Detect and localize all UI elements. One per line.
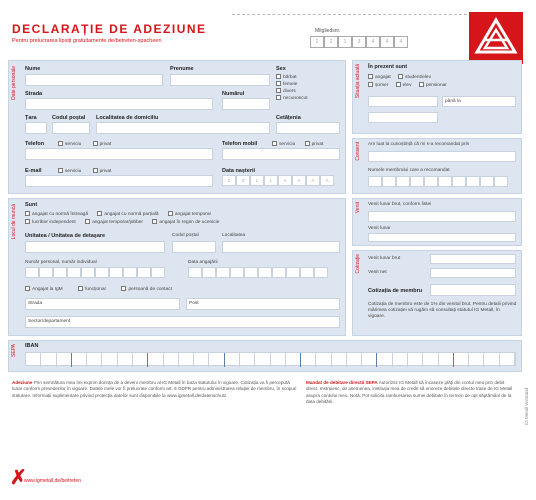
consent-boxes[interactable]	[368, 176, 508, 187]
work-post-field[interactable]: Post	[186, 298, 340, 310]
telefon-field[interactable]	[25, 148, 213, 160]
email-option[interactable]: privat	[93, 169, 112, 174]
member-box[interactable]: 4	[366, 36, 380, 48]
cetatenia-label: Cetățenia	[276, 115, 301, 121]
iban-side-label: SEPA	[11, 344, 17, 357]
contribution-side-label: Cotizație	[355, 254, 361, 274]
prezent-option[interactable]: elev	[396, 83, 412, 88]
nume-field[interactable]	[25, 74, 163, 86]
sex-options	[276, 74, 308, 102]
sex-label: Sex	[276, 66, 286, 72]
telefon-option[interactable]: privat	[93, 142, 112, 147]
cod-postal-label: Codul poștal	[52, 115, 86, 121]
strada-label: Strada	[25, 91, 43, 97]
date-box[interactable]: Z	[236, 175, 250, 186]
employment-option[interactable]: angajat temporar	[168, 212, 211, 217]
member-box[interactable]: 1	[338, 36, 352, 48]
employment-option[interactable]: angajat cu normă parțială	[97, 212, 158, 217]
work-strada-field[interactable]: Strada	[25, 298, 180, 310]
consent-side-label: Consent	[355, 142, 361, 161]
unitatea-localitatea-field[interactable]	[222, 241, 340, 253]
telefon-mobil-option[interactable]: serviciu	[272, 142, 295, 147]
unitatea-label: Unitatea / Unitatea de detașare	[25, 233, 106, 239]
member-box[interactable]: 2	[324, 36, 338, 48]
igmetall-logo	[469, 12, 523, 64]
numarul-field[interactable]	[222, 98, 270, 110]
email-options	[58, 168, 111, 174]
footer-right-text: Autorizez IG Metall să încaseze plăți din contul meu prin debit direct. Instruiesc, de asemenea, instituția mea de credit să onoreze debitele directe trase de IG Metall asupra contului meu. Notă: Pot solicita rambursarea sumei debitate în termen de opt săptămâni de la data debitării.	[306, 380, 513, 404]
footer-url[interactable]: www.igmetall.de/beitreten	[24, 478, 81, 484]
email-label: E-mail	[25, 168, 42, 174]
unitatea-cod-field[interactable]	[172, 241, 216, 253]
unitatea-cod-label: Codul poștal	[172, 233, 199, 238]
income-title: Venit lunar brut, conform listei	[368, 202, 432, 207]
contribution-field-1[interactable]	[430, 254, 516, 264]
work-side-label: Locul de muncă	[11, 204, 17, 240]
numarul-label: Numărul	[222, 91, 245, 97]
prenume-label: Prenume	[170, 66, 194, 72]
contribution-field-3[interactable]	[430, 284, 516, 296]
income-field-2[interactable]	[368, 233, 516, 242]
footer-right-head: Mandat de debitare directă SEPA	[306, 380, 378, 385]
consent-field[interactable]	[368, 151, 516, 162]
date-box[interactable]: A	[320, 175, 334, 186]
cod-postal-field[interactable]	[52, 122, 90, 134]
telefon-mobil-option[interactable]: privat	[305, 142, 324, 147]
contribution-text: Cotizația de membru este de 1% din venitul brut. Pentru detalii privind mărimea cotizației vă rugăm să consultați statutul IG Metall, în vigoare.	[368, 302, 517, 319]
iban-label: IBAN	[25, 343, 39, 349]
telefon-mobil-label: Telefon mobil	[222, 141, 258, 147]
sunt-label: Sunt	[25, 202, 38, 208]
telefon-mobil-field[interactable]	[222, 148, 340, 160]
data-angajarii-label: Data angajării	[188, 260, 218, 265]
localitatea-field[interactable]	[96, 122, 270, 134]
income-field-1[interactable]	[368, 211, 516, 222]
angajat-option[interactable]: persoană de contact	[121, 287, 171, 292]
personal-side-label: Date personale	[11, 66, 17, 100]
prezent-options	[368, 74, 518, 90]
birthdate-boxes[interactable]	[222, 175, 334, 186]
cetatenia-field[interactable]	[276, 122, 340, 134]
cross-mark-icon: ✗	[10, 467, 27, 489]
footer-right	[306, 380, 518, 405]
footer-left-text: Prin semnătura mea îmi exprim dorința de a deveni membru al IG Metall în baza statutului în vigoare. Cotizația va fi percepută lunar conform prevederilor în vigoare. Datele mele vor fi prelucrate conform art. 6 GDPR pentru administrarea relației de membru, în scopuri statutare. Informații suplimentare privind protecția datelor sunt disponibile la www.igmetall.de/datenschutz.	[12, 380, 297, 398]
date-box[interactable]: Z	[222, 175, 236, 186]
telefon-mobil-options	[272, 141, 323, 147]
prezent-title: În prezent sunt	[368, 64, 408, 70]
contribution-line-2: Venit net	[368, 270, 387, 275]
angajat-option[interactable]: Angajat la IgM	[25, 287, 63, 292]
date-box[interactable]: L	[250, 175, 264, 186]
member-box[interactable]: 3	[352, 36, 366, 48]
localitatea-label: Localitatea de domiciliu	[96, 115, 159, 121]
employment-option[interactable]: angajat temporar/jobber	[85, 220, 143, 225]
date-box[interactable]: A	[292, 175, 306, 186]
data-angajarii-boxes[interactable]	[188, 267, 328, 278]
telefon-options	[58, 141, 111, 147]
member-number-boxes[interactable]	[310, 36, 408, 48]
angajat-options	[25, 286, 172, 292]
contribution-line-3: Cotizația de membru	[368, 288, 423, 294]
sex-option[interactable]: necunoscut	[276, 95, 308, 102]
income-side-label: Venit	[355, 202, 361, 214]
contribution-field-2[interactable]	[430, 268, 516, 278]
nr-personal-boxes[interactable]	[25, 267, 165, 278]
prezent-field-3[interactable]	[368, 112, 438, 123]
cut-line	[232, 14, 472, 15]
telefon-label: Telefon	[25, 141, 45, 147]
date-box[interactable]: L	[264, 175, 278, 186]
prezent-side-label: Situația actuală	[355, 64, 361, 99]
member-box[interactable]: 4	[380, 36, 394, 48]
sex-option[interactable]: divers	[276, 88, 308, 95]
email-field[interactable]	[25, 175, 213, 187]
prezent-option[interactable]: student/elev	[398, 75, 431, 80]
tara-field[interactable]	[25, 122, 47, 134]
data-nasterii-label: Data nașterii	[222, 168, 256, 174]
footer-left-head: Adeziune	[12, 380, 33, 385]
form-subtitle: Pentru prelucrarea lipsiți gratuitamente de/betreten-spacheen	[12, 38, 162, 44]
income-label: Venit lunar	[368, 226, 391, 231]
member-number-label: Mitgliedsnr.	[315, 28, 341, 34]
employment-option[interactable]: angajat cu normă întreagă	[25, 212, 88, 217]
iban-field[interactable]	[25, 352, 516, 366]
employment-option[interactable]: lucrător independent	[25, 220, 76, 225]
sex-option[interactable]: femeie	[276, 81, 308, 88]
nume-label: Nume	[25, 66, 41, 72]
member-box[interactable]: 2	[310, 36, 324, 48]
unitatea-localitatea-label: Localitatea	[222, 233, 246, 238]
form-title: DECLARAȚIE DE ADEZIUNE	[12, 22, 207, 36]
unitatea-field[interactable]	[25, 241, 165, 253]
prezent-option[interactable]: angajat	[368, 75, 391, 80]
prezent-option[interactable]: pensionar	[419, 83, 447, 88]
angajat-option[interactable]: funcționar	[78, 287, 106, 292]
prezent-until-field[interactable]: până la	[442, 96, 516, 107]
strada-field[interactable]	[25, 98, 213, 110]
tara-label: Țara	[25, 115, 37, 121]
nr-personal-label: Număr personal, număr individual	[25, 260, 97, 265]
sex-option[interactable]: bărbat	[276, 74, 308, 81]
date-box[interactable]: A	[278, 175, 292, 186]
consent-title: Am luat la cunoștință că mi s-a recomandat prin	[368, 142, 470, 147]
prenume-field[interactable]	[170, 74, 270, 86]
contribution-line-1: Venit lunar brut	[368, 256, 401, 261]
footer-left	[12, 380, 298, 399]
employment-options	[25, 211, 340, 227]
telefon-option[interactable]: serviciu	[58, 142, 81, 147]
date-box[interactable]: A	[306, 175, 320, 186]
prezent-option[interactable]: șomer	[368, 83, 388, 88]
employment-option[interactable]: angajat în regim de ucenicie	[152, 220, 219, 225]
prezent-field-1[interactable]	[368, 96, 438, 107]
side-note: IG Metall Vorstand	[524, 388, 529, 426]
work-sector-field[interactable]: Sector/departament	[25, 316, 340, 328]
email-option[interactable]: serviciu	[58, 169, 81, 174]
member-box[interactable]: 4	[394, 36, 408, 48]
consent-text: Numele membrului care a recomandat	[368, 168, 450, 173]
